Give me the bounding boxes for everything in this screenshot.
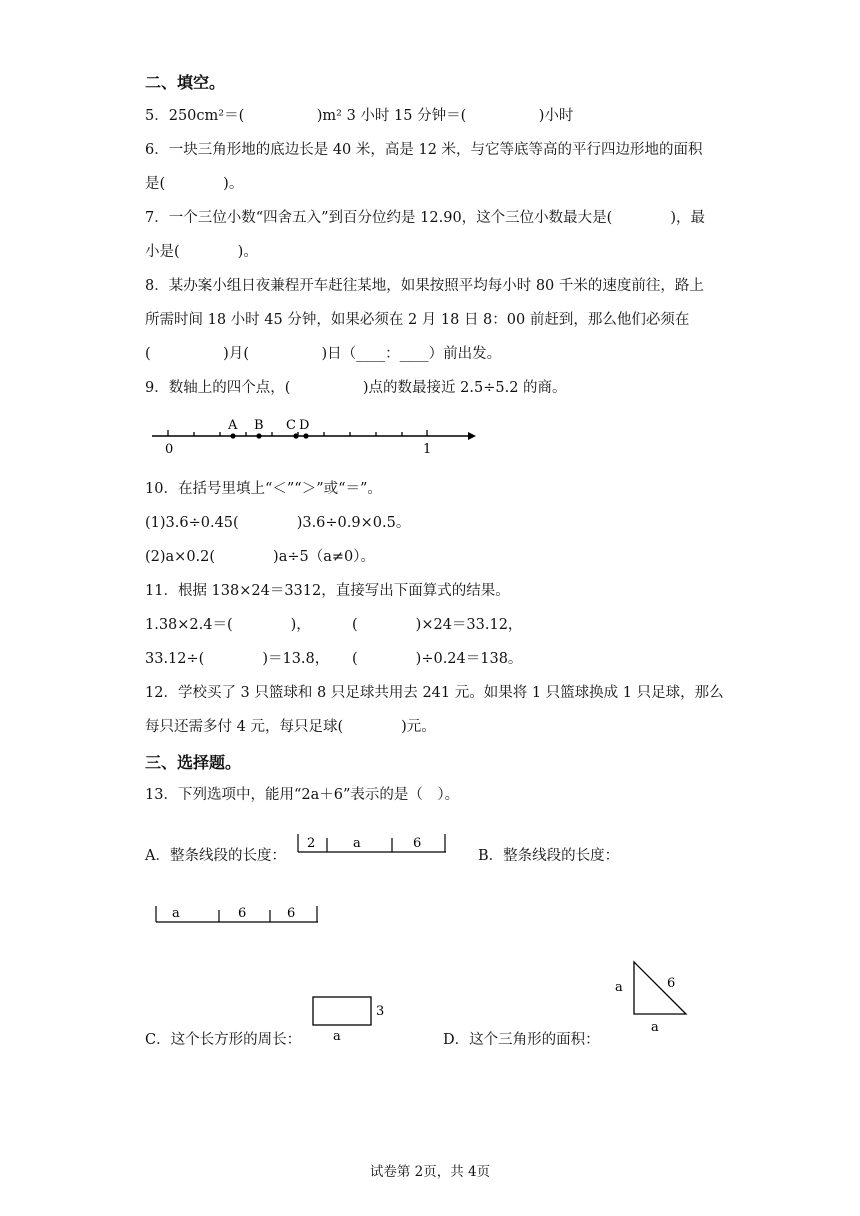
option-d-triangle-figure — [612, 956, 696, 1036]
question-5: 5．250cm²＝( )m² 3 小时 15 分钟＝( )小时 — [145, 108, 574, 124]
question-7-line-2: 小是( )。 — [145, 244, 258, 260]
question-13: 13．下列选项中，能用“2a＋6”表示的是（ ）。 — [145, 787, 460, 803]
section-heading-choice: 三、选择题。 — [145, 753, 242, 772]
question-12-line-1: 12．学校买了 3 只篮球和 8 只足球共用去 241 元。如果将 1 只篮球换成 1 只足球，那么 — [145, 685, 724, 701]
question-11-2a: 33.12÷( )＝13.8， — [145, 651, 330, 667]
point-a-label: A — [228, 418, 238, 433]
question-8-line-1: 8．某办案小组日夜兼程开车赶往某地，如果按照平均每小时 80 千米的速度前往，路上 — [145, 278, 704, 294]
option-a-label: A．整条线段的长度： — [145, 848, 286, 864]
option-c-side-label: 3 — [376, 1004, 385, 1019]
number-line-arrow — [468, 432, 476, 440]
option-b-seg-3: 6 — [287, 906, 296, 921]
option-a-segment-figure — [296, 830, 448, 856]
point-b-label: B — [254, 418, 264, 433]
option-c-label: C．这个长方形的周长： — [145, 1032, 302, 1048]
question-7-line-1: 7．一个三位小数“四舍五入”到百分位约是 12.90，这个三位小数最大是( )，最 — [145, 210, 705, 226]
point-c-dot — [293, 433, 298, 438]
question-12-line-2: 每只还需多付 4 元，每只足球( )元。 — [145, 719, 436, 735]
option-d-bottom-label: a — [651, 1020, 659, 1035]
number-line-figure — [150, 412, 480, 458]
question-8-line-2: 所需时间 18 小时 45 分钟，如果必须在 2 月 18 日 8：00 前赶到，那么他们必须在 — [145, 312, 690, 328]
label-zero: 0 — [165, 442, 174, 457]
option-a-seg-1: 2 — [307, 836, 316, 851]
question-6-line-1: 6．一块三角形地的底边长是 40 米，高是 12 米，与它等底等高的平行四边形地的面积 — [145, 142, 703, 158]
question-11-2b: ( )÷0.24＝138。 — [352, 651, 523, 667]
option-d-label: D．这个三角形的面积： — [443, 1032, 600, 1048]
option-a-seg-2: a — [353, 836, 361, 851]
option-b-segment-figure — [154, 902, 322, 926]
option-a-seg-3: 6 — [413, 836, 422, 851]
option-c-rectangle-figure — [310, 994, 390, 1044]
point-b-dot — [256, 433, 261, 438]
point-d-label: D — [299, 418, 310, 433]
point-c-label: C — [286, 418, 296, 433]
point-d-dot — [303, 433, 308, 438]
question-10-2: (2)a×0.2( )a÷5（a≠0）。 — [145, 549, 375, 565]
option-c-bottom-label: a — [333, 1029, 341, 1044]
option-b-seg-1: a — [172, 906, 180, 921]
question-9: 9．数轴上的四个点，( )点的数最接近 2.5÷5.2 的商。 — [145, 380, 567, 396]
question-8-line-3: ( )月( )日（____：____）前出发。 — [145, 346, 502, 362]
option-d-hyp-label: 6 — [667, 976, 676, 991]
question-11-1a: 1.38×2.4＝( )， — [145, 617, 311, 633]
option-b-seg-2: 6 — [238, 906, 247, 921]
question-6-line-2: 是( )。 — [145, 176, 244, 192]
page-footer: 试卷第 2页，共 4页 — [369, 1164, 491, 1180]
option-d-left-label: a — [615, 980, 623, 995]
point-a-dot — [230, 433, 235, 438]
label-one: 1 — [423, 442, 432, 457]
question-10-1: (1)3.6÷0.45( )3.6÷0.9×0.5。 — [145, 515, 411, 531]
question-10: 10．在括号里填上“＜”“＞”或“＝”。 — [145, 481, 382, 497]
question-11-1b: ( )×24＝33.12， — [352, 617, 523, 633]
option-b-label: B．整条线段的长度： — [478, 848, 620, 864]
section-heading-fill: 二、填空。 — [145, 73, 226, 92]
question-11: 11．根据 138×24＝3312，直接写出下面算式的结果。 — [145, 583, 510, 599]
